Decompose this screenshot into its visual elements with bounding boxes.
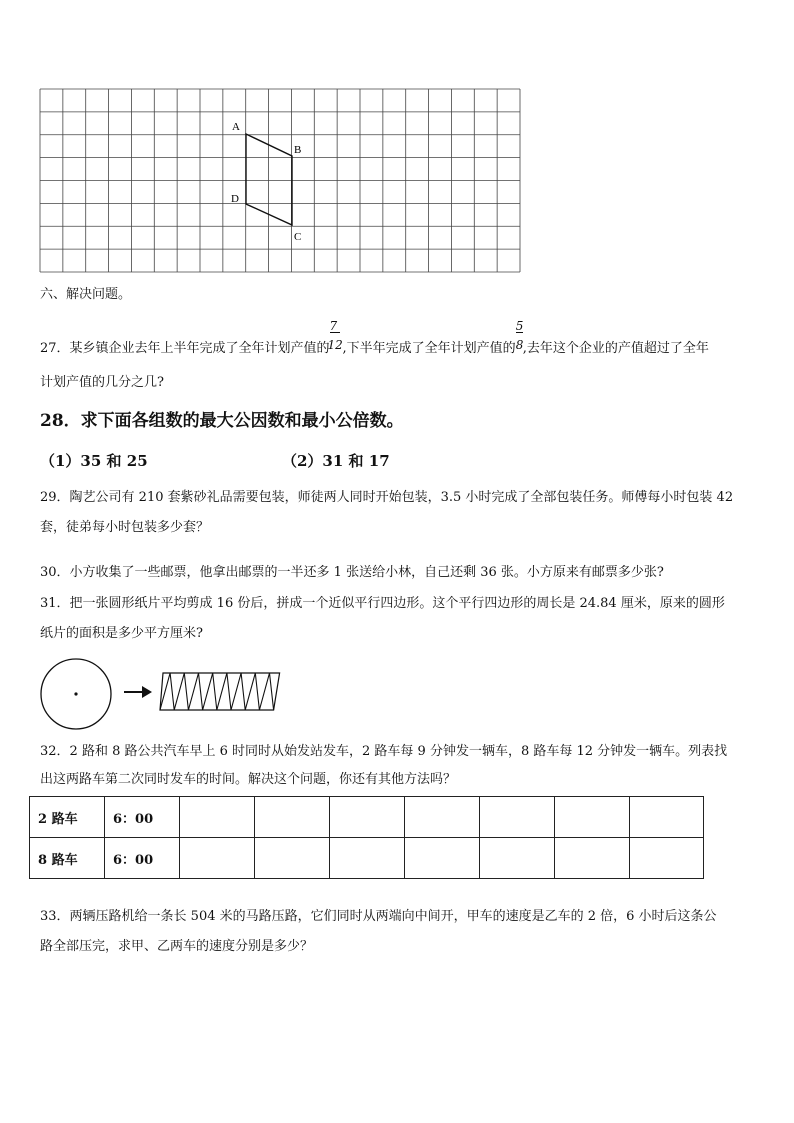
q27-frac1-numerator: 7 xyxy=(329,319,338,333)
q27-text-part1: 27．某乡镇企业去年上半年完成了全年计划产值的 xyxy=(40,341,330,356)
table-cell xyxy=(330,838,405,879)
q27-text-part2: ,下半年完成了全年计划产值的 xyxy=(342,341,516,356)
arrow-head-icon xyxy=(142,686,152,698)
q32-line1: 32．2 路和 8 路公共汽车早上 6 时同时从始发站发车，2 路车每 9 分钟发一辆车，8 路车每 12 分钟发一辆车。列表找 xyxy=(40,744,728,759)
table-cell xyxy=(555,838,630,879)
q27-line2: 计划产值的几分之几? xyxy=(40,375,164,390)
grid-figure xyxy=(38,88,522,275)
parallelogram-outline xyxy=(160,673,280,710)
table-cell xyxy=(480,838,555,879)
q33-line1: 33．两辆压路机给一条长 504 米的马路压路，它们同时从两端向中间开，甲车的速度是乙车的 2 倍，6 小时后这条公 xyxy=(40,909,717,924)
table-row-route-2 xyxy=(30,797,704,838)
section-title: 六、解决问题。 xyxy=(40,287,132,302)
q31-line2: 纸片的面积是多少平方厘米? xyxy=(40,626,203,641)
table-cell xyxy=(255,838,330,879)
q27-fraction-2 xyxy=(515,319,524,352)
table-cell: 6：00 xyxy=(105,838,180,879)
table-cell xyxy=(555,797,630,838)
table-cell xyxy=(405,797,480,838)
parallelogram-triangles xyxy=(160,673,280,710)
q28-title: 28．求下面各组数的最大公因数和最小公倍数。 xyxy=(40,411,404,431)
table-cell: 6：00 xyxy=(105,797,180,838)
table-cell xyxy=(255,797,330,838)
point-label-c: C xyxy=(294,231,302,243)
q27-frac2-bar xyxy=(516,332,523,333)
table-cell xyxy=(180,797,255,838)
q29-line1: 29．陶艺公司有 210 套紫砂礼品需要包装，师徒两人同时开始包装，3.5 小时完成了全部包装任务。师傅每小时包装 42 xyxy=(40,490,734,505)
table-cell xyxy=(480,797,555,838)
q28-item1: （1）35 和 25 xyxy=(40,452,148,470)
schedule-table xyxy=(29,796,704,879)
table-cell: 8 路车 xyxy=(30,838,105,879)
q27-frac1-bar xyxy=(330,332,340,333)
table-cell xyxy=(630,797,704,838)
q27-frac2-numerator: 5 xyxy=(515,319,524,333)
q31-figure xyxy=(38,656,288,732)
circle-center-dot xyxy=(74,692,77,695)
q28-item2: （2）31 和 17 xyxy=(282,452,390,470)
table-row-route-8 xyxy=(30,838,704,879)
table-cell: 2 路车 xyxy=(30,797,105,838)
table-cell xyxy=(180,838,255,879)
point-label-d: D xyxy=(231,193,239,205)
q27-text-part3: ,去年这个企业的产值超过了全年 xyxy=(522,341,709,356)
table-cell xyxy=(330,797,405,838)
table-cell xyxy=(630,838,704,879)
q30-line1: 30．小方收集了一些邮票，他拿出邮票的一半还多 1 张送给小林，自己还剩 36 张。小方原来有邮票多少张? xyxy=(40,565,664,580)
q27-frac1-denominator: 12 xyxy=(327,338,343,352)
point-label-b: B xyxy=(294,144,302,156)
q32-line2: 出这两路车第二次同时发车的时间。解决这个问题，你还有其他方法吗？ xyxy=(40,772,457,787)
trapezoid-abcd xyxy=(246,134,292,225)
point-label-a: A xyxy=(232,121,240,133)
grid-lines xyxy=(40,89,520,272)
q31-line1: 31．把一张圆形纸片平均剪成 16 份后，拼成一个近似平行四边形。这个平行四边形的周长是 24.84 厘米，原来的圆形 xyxy=(40,596,725,611)
q27-frac2-denominator: 8 xyxy=(515,338,524,352)
q33-line2: 路全部压完，求甲、乙两车的速度分别是多少？ xyxy=(40,939,314,954)
q29-line2: 套，徒弟每小时包装多少套？ xyxy=(40,520,210,535)
triangle-zigzag xyxy=(160,673,274,710)
table-cell xyxy=(405,838,480,879)
q27-line1 xyxy=(40,319,709,359)
q27-fraction-1 xyxy=(327,319,343,352)
